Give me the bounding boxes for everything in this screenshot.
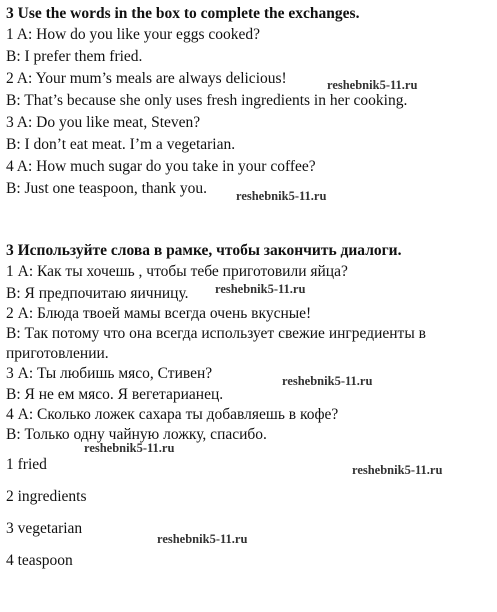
- answer-3: 3 vegetarian: [6, 520, 83, 537]
- russian-line-4: В: Так потому что она всегда использует свежие ингредиенты в: [6, 325, 426, 342]
- russian-line-8: 4 А: Сколько ложек сахара ты добавляешь в кофе?: [6, 406, 339, 423]
- english-line-4: B: That’s because she only uses fresh ingredients in her cooking.: [6, 92, 408, 109]
- english-line-1: 1 A: How do you like your eggs cooked?: [6, 26, 260, 43]
- watermark: reshebnik5-11.ru: [352, 463, 443, 477]
- english-line-8: B: Just one teaspoon, thank you.: [6, 180, 208, 197]
- english-line-3: 2 A: Your mum’s meals are always delicious!: [6, 70, 287, 87]
- english-heading: 3 Use the words in the box to complete the exchanges.: [6, 5, 360, 22]
- russian-line-6: 3 А: Ты любишь мясо, Стивен?: [6, 365, 213, 382]
- watermark: reshebnik5-11.ru: [327, 78, 418, 92]
- answer-4: 4 teaspoon: [6, 552, 73, 569]
- russian-line-7: В: Я не ем мясо. Я вегетарианец.: [6, 386, 224, 403]
- english-line-7: 4 A: How much sugar do you take in your coffee?: [6, 158, 316, 175]
- russian-line-3: 2 А: Блюда твоей мамы всегда очень вкусные!: [6, 305, 312, 322]
- russian-line-5: приготовлении.: [6, 345, 109, 362]
- russian-heading: 3 Используйте слова в рамке, чтобы закончить диалоги.: [6, 242, 402, 259]
- answer-1: 1 fried: [6, 456, 47, 473]
- watermark: reshebnik5-11.ru: [236, 189, 327, 203]
- russian-line-1: 1 А: Как ты хочешь , чтобы тебе приготовили яйца?: [6, 263, 348, 280]
- english-line-5: 3 A: Do you like meat, Steven?: [6, 114, 201, 131]
- english-line-2: B: I prefer them fried.: [6, 48, 143, 65]
- english-line-6: B: I don’t eat meat. I’m a vegetarian.: [6, 136, 236, 153]
- watermark: reshebnik5-11.ru: [84, 441, 175, 455]
- russian-line-9: В: Только одну чайную ложку, спасибо.: [6, 426, 267, 443]
- russian-line-2: В: Я предпочитаю яичницу.: [6, 285, 189, 302]
- watermark: reshebnik5-11.ru: [282, 374, 373, 388]
- answer-2: 2 ingredients: [6, 488, 87, 505]
- watermark: reshebnik5-11.ru: [157, 532, 248, 546]
- watermark: reshebnik5-11.ru: [215, 282, 306, 296]
